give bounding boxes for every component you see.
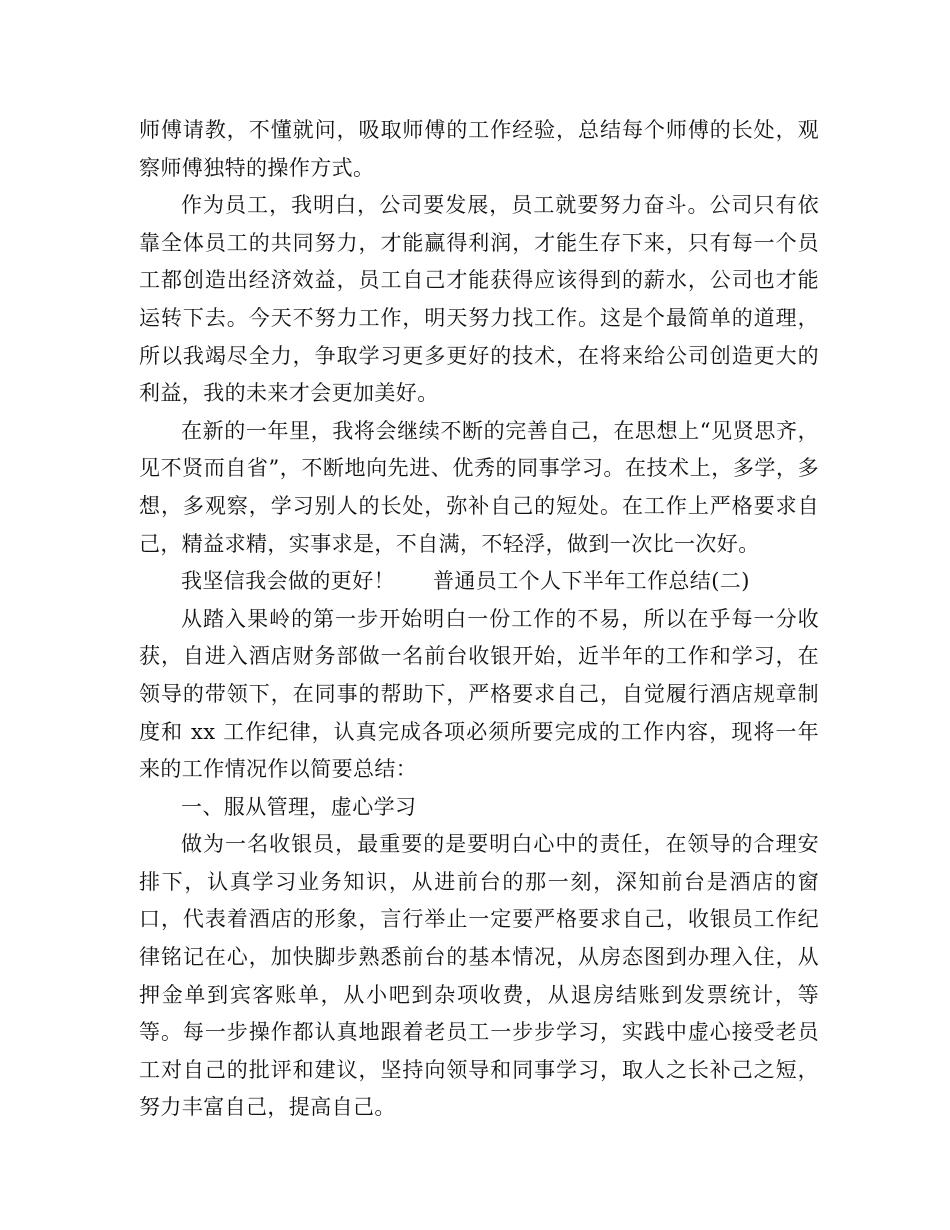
paragraph-4 xyxy=(139,563,819,601)
document-body xyxy=(139,112,819,1127)
section-title: 普通员工个人下半年工作总结(二) xyxy=(433,569,750,594)
paragraph-5: 从踏入果岭的第一步开始明白一份工作的不易，所以在乎每一分收获，自进入酒店财务部做一名前台收银开始，近半年的工作和学习，在领导的带领下，在同事的帮助下，严格要求自己，自觉履行酒店规章制度和 xx 工作纪律，认真完成各项必须所要完成的工作内容，现将一年来的工作情况作以简要总结： xyxy=(139,606,819,782)
paragraph-7: 做为一名收银员，最重要的是要明白心中的责任，在领导的合理安排下，认真学习业务知识，从进前台的那一刻，深知前台是酒店的窗口，代表着酒店的形象，言行举止一定要严格要求自己，收银员工作纪律铭记在心，加快脚步熟悉前台的基本情况，从房态图到办理入住，从押金单到宾客账单，从小吧到杂项收费，从退房结账到发票统计，等等。每一步操作都认真地跟着老员工一步步学习，实践中虚心接受老员工对自己的批评和建议，坚持向领导和同事学习，取人之长补己之短，努力丰富自己，提高自己。 xyxy=(139,832,819,1120)
section-heading: 一、服从管理，虚心学习 xyxy=(181,794,417,819)
closing-sentence: 我坚信我会做的更好！ xyxy=(181,569,395,594)
paragraph-1: 师傅请教，不懂就问，吸取师傅的工作经验，总结每个师傅的长处，观察师傅独特的操作方式。 xyxy=(139,118,819,180)
paragraph-2: 作为员工，我明白，公司要发展，员工就要努力奋斗。公司只有依靠全体员工的共同努力，才能赢得利润，才能生存下来，只有每一个员工都创造出经济效益，员工自己才能获得应该得到的薪水，公司也才能运转下去。今天不努力工作，明天努力找工作。这是个最简单的道理，所以我竭尽全力，争取学习更多更好的技术，在将来给公司创造更大的利益，我的未来才会更加美好。 xyxy=(139,193,819,406)
paragraph-3: 在新的一年里，我将会继续不断的完善自己，在思想上“见贤思齐，见不贤而自省”，不断地向先进、优秀的同事学习。在技术上，多学，多想，多观察，学习别人的长处，弥补自己的短处。在工作上严格要求自己，精益求精，实事求是，不自满，不轻浮，做到一次比一次好。 xyxy=(139,418,819,556)
